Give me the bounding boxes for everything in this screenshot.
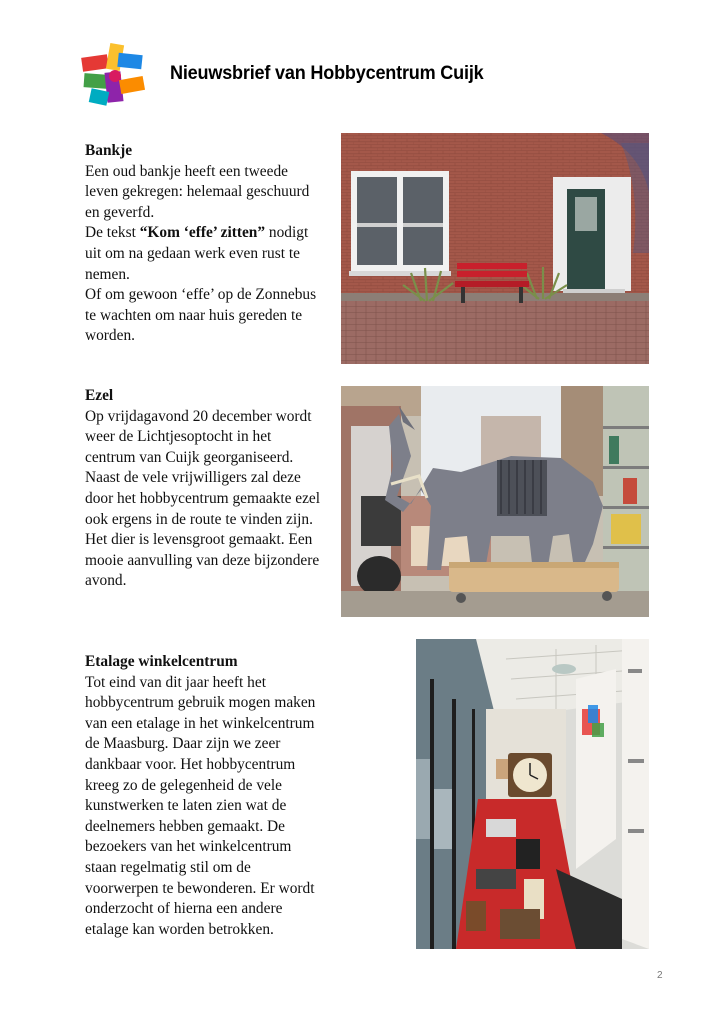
section-title: Bankje — [85, 142, 133, 159]
shop-window-photo — [416, 639, 649, 949]
bench-photo — [341, 133, 649, 364]
donkey-photo — [341, 386, 649, 617]
section-ezel — [85, 386, 325, 592]
section-bankje — [85, 141, 325, 347]
section-text: De tekst “Kom ‘effe’ zitten” nodigt uit om na gedaan werk even rust te nemen. — [85, 224, 309, 283]
hobbycentrum-logo — [78, 42, 148, 110]
newsletter-title: Nieuwsbrief van Hobbycentrum Cuijk — [170, 63, 484, 84]
section-text: Op vrijdagavond 20 december wordt weer de Lichtjesoptocht in het centrum van Cuijk georganiseerd. Naast de vele vrijwilligers zal deze door het hobbycentrum gemaakte ezel ook ergens in de route te vinden zijn. Het dier is levensgroot gemaakt. Een mooie aanvulling van deze bijzondere avond. — [85, 407, 321, 590]
quote-bold: “Kom ‘effe’ zitten” — [139, 224, 266, 242]
section-etalage — [85, 652, 325, 940]
section-text: Of om gewoon ‘effe’ op de Zonnebus te wachten om naar huis gereden te worden. — [85, 286, 317, 345]
section-title: Etalage winkelcentrum — [85, 653, 238, 670]
section-title: Ezel — [85, 387, 114, 404]
section-text: Tot eind van dit jaar heeft het hobbycentrum gebruik mogen maken van een etalage in het winkelcentrum de Maasburg. Daar zijn we zeer dankbaar voor. Het hobbycentrum kreeg zo de gelegenheid de vele kunstwerken te laten zien wat de deelnemers hebben gemaakt. De bezoekers van het winkelcentrum staan regelmatig stil om de voorwerpen te bewonderen. Er wordt onderzocht of hierna een andere etalage kan worden betrokken. — [85, 673, 316, 938]
section-text: Een oud bankje heeft een tweede leven gekregen: helemaal geschuurd en geverfd. — [85, 162, 310, 221]
page-number: 2 — [657, 970, 663, 981]
